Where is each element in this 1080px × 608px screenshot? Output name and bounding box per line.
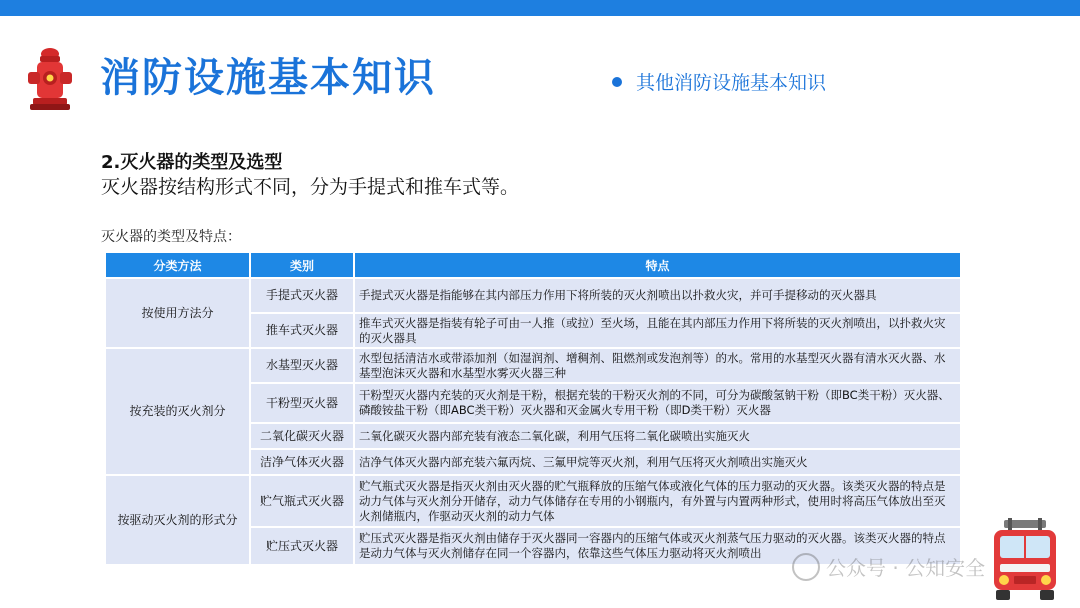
header-method: 分类方法: [106, 253, 251, 279]
feature-cell: 二氧化碳灭火器内部充装有液态二氧化碳，利用气压将二氧化碳喷出实施灭火: [355, 424, 962, 450]
header-feature: 特点: [355, 253, 962, 279]
category-cell: 贮气瓶式灭火器: [251, 476, 355, 528]
top-accent-bar: [0, 0, 1080, 16]
feature-cell: 水型包括清洁水或带添加剂（如湿润剂、增稠剂、阻燃剂或发泡剂等）的水。常用的水基型灭火器有清水灭火器、水基型泡沫灭火器和水基型水雾灭火器三种: [355, 349, 962, 384]
category-cell: 水基型灭火器: [251, 349, 355, 384]
category-cell: 手提式灭火器: [251, 279, 355, 314]
feature-cell: 洁净气体灭火器内部充装六氟丙烷、三氟甲烷等灭火剂，利用气压将灭火剂喷出实施灭火: [355, 450, 962, 476]
watermark-text: 公众号 · 公知安全: [826, 556, 986, 580]
subtopic-label: 其他消防设施基本知识: [636, 72, 827, 94]
subtopic: [612, 68, 826, 95]
feature-cell: 干粉型灭火器内充装的灭火剂是干粉，根据充装的干粉灭火剂的不同，可分为碳酸氢钠干粉（即BC类干粉）灭火器、磷酸铵盐干粉（即ABC类干粉）灭火器和灭金属火专用干粉（即D类干粉）灭火器: [355, 384, 962, 424]
page-title: 消防设施基本知识: [100, 55, 436, 101]
table-row: [106, 349, 962, 384]
section-description: 灭火器按结构形式不同，分为手提式和推车式等。: [101, 176, 520, 198]
feature-cell: 推车式灭火器是指装有轮子可由一人推（或拉）至火场，且能在其内部压力作用下将所装的灭火剂喷出，以扑救火灾的灭火器具: [355, 314, 962, 349]
feature-cell: 贮气瓶式灭火器是指灭火剂由灭火器的贮气瓶释放的压缩气体或液化气体的压力驱动的灭火器。该类灭火器的特点是动力气体与灭火剂分开储存，动力气体储存在专用的小钢瓶内，有外置与内置两种形式，使用时将高压气体放出至灭火剂储瓶内，作驱动灭火剂的动力气体: [355, 476, 962, 528]
table-row: [106, 476, 962, 528]
category-cell: 贮压式灭火器: [251, 528, 355, 566]
table-caption: 灭火器的类型及特点：: [101, 229, 241, 245]
table-row: [106, 279, 962, 314]
method-cell: 按使用方法分: [106, 279, 251, 349]
category-cell: 洁净气体灭火器: [251, 450, 355, 476]
category-cell: 推车式灭火器: [251, 314, 355, 349]
category-cell: 干粉型灭火器: [251, 384, 355, 424]
feature-cell: 手提式灭火器是指能够在其内部压力作用下将所装的灭火剂喷出以扑救火灾，并可手提移动的灭火器具: [355, 279, 962, 314]
fire-truck-icon: [986, 518, 1064, 602]
fire-hydrant-icon: [26, 46, 74, 112]
header-category: 类别: [251, 253, 355, 279]
table-header-row: [106, 253, 962, 279]
category-cell: 二氧化碳灭火器: [251, 424, 355, 450]
extinguisher-types-table: [106, 253, 962, 566]
watermark-logo-icon: [792, 553, 820, 581]
watermark: [792, 552, 985, 581]
section-title: 2.灭火器的类型及选型: [101, 152, 283, 173]
method-cell: 按充装的灭火剂分: [106, 349, 251, 476]
bullet-dot-icon: [612, 77, 622, 87]
method-cell: 按驱动灭火剂的形式分: [106, 476, 251, 566]
feature-cell: 贮压式灭火器是指灭火剂由储存于灭火器同一容器内的压缩气体或灭火剂蒸气压力驱动的灭火器。该类灭火器的特点是动力气体与灭火剂储存在同一个容器内，依靠这些气体压力驱动将灭火剂喷出: [355, 528, 962, 566]
